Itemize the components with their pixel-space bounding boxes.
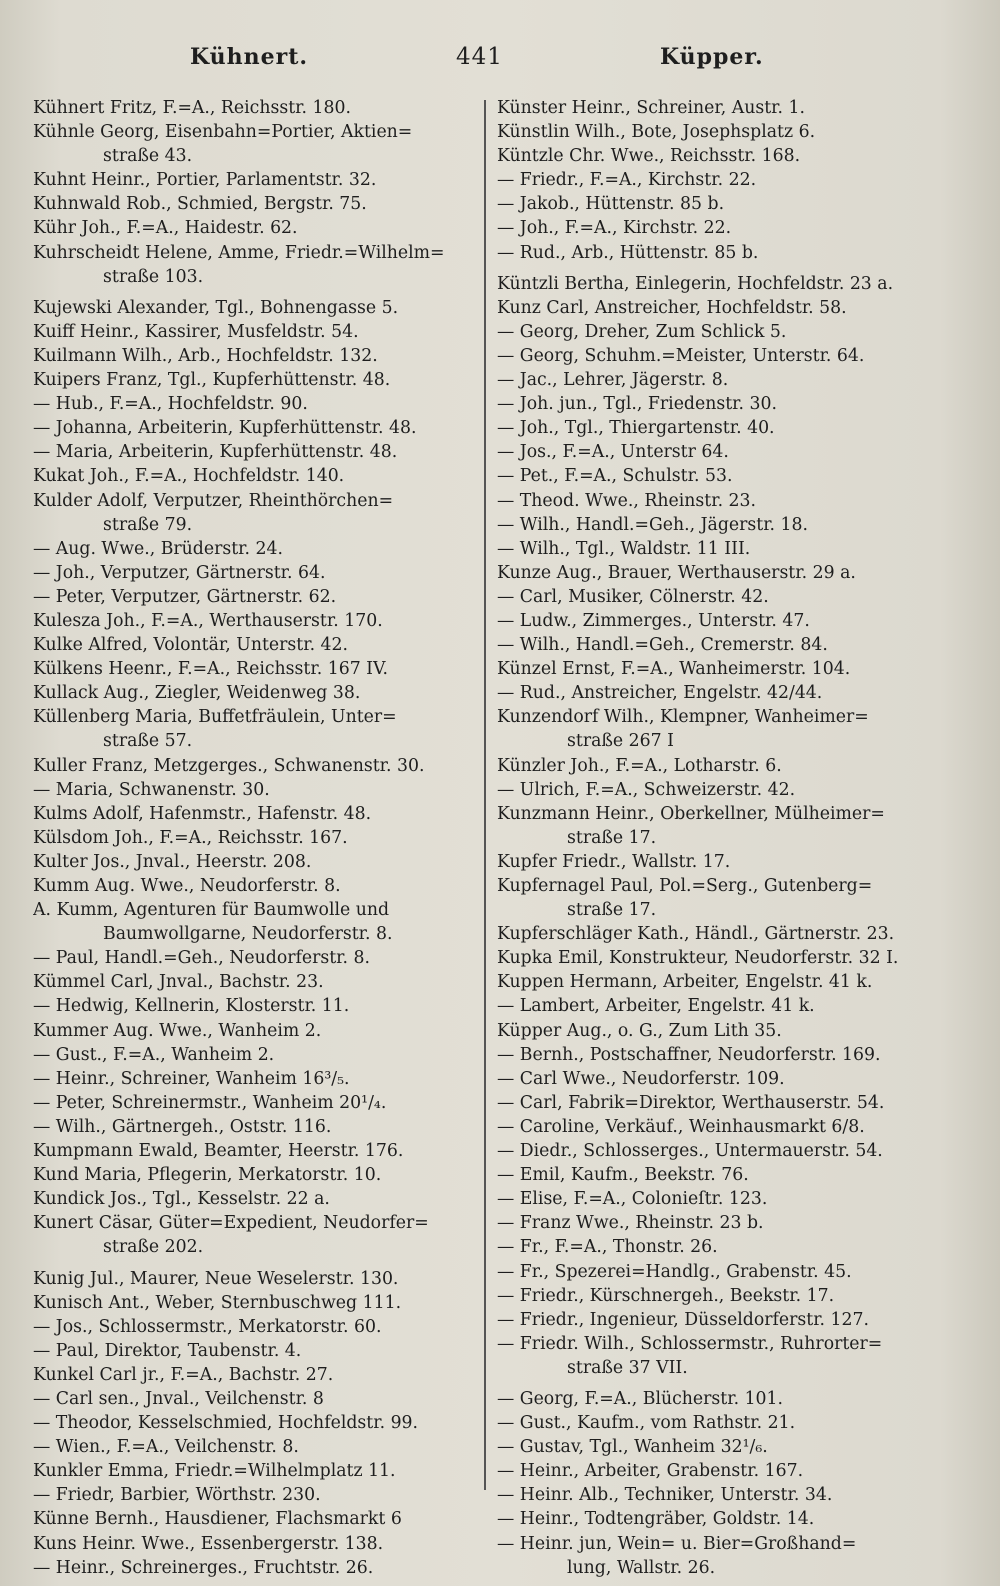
entry-text: — Heinr., Arbeiter, Grabenstr. 167. — [497, 1461, 804, 1482]
entry-text: — Heinr., Schreinerges., Fruchtstr. 26. — [33, 1557, 374, 1578]
entry-text: Kuller Franz, Metzgerges., Schwanenstr. 30. — [33, 755, 425, 776]
directory-entry — [33, 754, 478, 778]
entry-text: Kümmel Carl, Jnval., Bachstr. 23. — [33, 972, 324, 993]
entry-text: Külkens Heenr., F.=A., Reichsstr. 167 IV. — [33, 659, 388, 680]
directory-entry — [33, 657, 478, 681]
entry-text: — Georg, F.=A., Blücherstr. 101. — [497, 1388, 784, 1409]
entry-text: — Heinr. jun, Wein= u. Bier=Großhand= — [497, 1533, 857, 1554]
entry-text: — Wilh., Handl.=Geh., Jägerstr. 18. — [497, 514, 809, 535]
entry-text: Künzel Ernst, F.=A., Wanheimerstr. 104. — [497, 659, 851, 680]
directory-entry — [497, 874, 972, 922]
entry-text: Kupfernagel Paul, Pol.=Serg., Gutenberg= — [497, 876, 873, 896]
entry-text: Kumm Aug. Wwe., Neudorferstr. 8. — [33, 876, 341, 896]
directory-entry — [33, 1387, 478, 1411]
directory-entry — [497, 392, 972, 416]
entry-continuation: straße 103. — [103, 266, 204, 287]
directory-entry — [497, 272, 972, 296]
directory-entry — [33, 1115, 478, 1139]
directory-entry — [497, 994, 972, 1018]
directory-entry — [497, 513, 972, 537]
entry-text: — Rud., Anstreicher, Engelstr. 42/44. — [497, 683, 823, 704]
left-column — [33, 96, 478, 1580]
entry-text: — Friedr., Ingenieur, Düsseldorferstr. 127. — [497, 1309, 870, 1330]
entry-text: Kuhrscheidt Helene, Amme, Friedr.=Wilhelm= — [33, 242, 445, 263]
entry-text: — Friedr., Kürschnergeh., Beekstr. 17. — [497, 1285, 835, 1306]
entry-text: — Franz Wwe., Rheinstr. 23 b. — [497, 1213, 764, 1234]
header-left-title: Kühnert. — [190, 44, 309, 70]
entry-text: Kulms Adolf, Hafenmstr., Hafenstr. 48. — [33, 803, 372, 824]
directory-entry — [33, 464, 478, 488]
entry-text: Kunkler Emma, Friedr.=Wilhelmplatz 11. — [33, 1461, 396, 1482]
directory-entry — [33, 970, 478, 994]
entry-text: Kuipers Franz, Tgl., Kupferhüttenstr. 48. — [33, 370, 391, 391]
directory-entry — [497, 192, 972, 216]
directory-entry — [497, 1187, 972, 1211]
directory-entry — [33, 1411, 478, 1435]
entry-text: — Friedr, Barbier, Wörthstr. 230. — [33, 1485, 321, 1506]
directory-entry — [33, 585, 478, 609]
entry-continuation: straße 43. — [103, 146, 193, 167]
directory-entry — [497, 609, 972, 633]
entry-text: — Aug. Wwe., Brüderstr. 24. — [33, 538, 283, 559]
directory-entry — [33, 1459, 478, 1483]
directory-entry — [33, 1315, 478, 1339]
directory-entry — [497, 1163, 972, 1187]
directory-entry — [33, 1363, 478, 1387]
entry-text: — Paul, Handl.=Geh., Neudorferstr. 8. — [33, 948, 371, 969]
directory-entry — [33, 1163, 478, 1187]
directory-entry — [497, 216, 972, 240]
entry-text: — Jos., Schlossermstr., Merkatorstr. 60. — [33, 1316, 382, 1337]
entry-text: Kunkel Carl jr., F.=A., Bachstr. 27. — [33, 1364, 334, 1385]
entry-text: — Ludw., Zimmerges., Unterstr. 47. — [497, 610, 810, 631]
entry-text: — Maria, Schwanenstr. 30. — [33, 779, 270, 800]
directory-entry — [497, 1483, 972, 1507]
directory-entry — [497, 1043, 972, 1067]
entry-continuation: straße 17. — [567, 900, 657, 921]
directory-entry — [33, 1211, 478, 1259]
directory-entry — [33, 96, 478, 120]
entry-text: Kupferschläger Kath., Händl., Gärtnerstr. 23. — [497, 924, 895, 945]
directory-entry — [33, 946, 478, 970]
entry-text: Künstlin Wilh., Bote, Josephsplatz 6. — [497, 122, 816, 143]
directory-entry — [33, 874, 478, 898]
directory-entry — [33, 561, 478, 585]
entry-text: Kund Maria, Pflegerin, Merkatorstr. 10. — [33, 1165, 382, 1186]
entry-text: — Peter, Schreinermstr., Wanheim 20¹/₄. — [33, 1092, 387, 1113]
entry-text: — Heinr., Todtengräber, Goldstr. 14. — [497, 1509, 815, 1530]
entry-text: — Heinr. Alb., Techniker, Unterstr. 34. — [497, 1485, 833, 1506]
entry-text: Kumpmann Ewald, Beamter, Heerstr. 176. — [33, 1141, 404, 1162]
directory-entry — [33, 802, 478, 826]
directory-entry — [497, 320, 972, 344]
directory-entry — [33, 1187, 478, 1211]
entry-text: — Friedr. Wilh., Schlossermstr., Ruhrorter= — [497, 1333, 883, 1354]
directory-entry — [497, 344, 972, 368]
entry-text: — Jos., F.=A., Unterstr 64. — [497, 442, 729, 463]
entry-text: — Gustav, Tgl., Wanheim 32¹/₆. — [497, 1437, 768, 1458]
entry-text: Kuilmann Wilh., Arb., Hochfeldstr. 132. — [33, 345, 378, 366]
entry-text: — Emil, Kaufm., Beekstr. 76. — [497, 1165, 749, 1186]
entry-text: — Ulrich, F.=A., Schweizerstr. 42. — [497, 779, 796, 800]
directory-entry — [33, 416, 478, 440]
entry-text: Küpper Aug., o. G., Zum Lith 35. — [497, 1020, 782, 1041]
directory-entry — [33, 1556, 478, 1580]
directory-entry — [497, 416, 972, 440]
right-column — [497, 96, 972, 1580]
entry-text: Küllenberg Maria, Buffetfräulein, Unter= — [33, 707, 397, 728]
directory-entry — [497, 1332, 972, 1380]
entry-text: — Caroline, Verkäuf., Weinhausmarkt 6/8. — [497, 1116, 865, 1137]
entry-continuation: lung, Wallstr. 26. — [567, 1557, 716, 1578]
entry-text: Kulesza Joh., F.=A., Werthauserstr. 170. — [33, 610, 383, 631]
directory-entry — [33, 168, 478, 192]
directory-entry — [33, 1139, 478, 1163]
directory-entry — [33, 489, 478, 537]
page-header — [40, 44, 960, 84]
directory-entry — [497, 440, 972, 464]
directory-entry — [497, 561, 972, 585]
directory-entry — [497, 1019, 972, 1043]
directory-entry — [497, 96, 972, 120]
directory-entry — [33, 216, 478, 240]
directory-entry — [33, 440, 478, 464]
entry-text: — Heinr., Schreiner, Wanheim 16³/₅. — [33, 1068, 350, 1089]
entry-text: — Diedr., Schlosserges., Untermauerstr. 54. — [497, 1141, 883, 1162]
directory-entry — [33, 368, 478, 392]
entry-continuation: straße 202. — [103, 1237, 204, 1258]
directory-entry — [497, 681, 972, 705]
directory-entry — [33, 1043, 478, 1067]
entry-text: Kuns Heinr. Wwe., Essenbergerstr. 138. — [33, 1533, 384, 1554]
directory-entry — [33, 1291, 478, 1315]
directory-entry — [497, 754, 972, 778]
directory-entry — [497, 970, 972, 994]
entry-text: — Carl sen., Jnval., Veilchenstr. 8 — [33, 1388, 324, 1409]
directory-entry — [497, 120, 972, 144]
directory-entry — [497, 1459, 972, 1483]
entry-continuation: Baumwollgarne, Neudorferstr. 8. — [103, 924, 393, 945]
entry-text: — Friedr., F.=A., Kirchstr. 22. — [497, 170, 757, 191]
entry-text: — Gust., F.=A., Wanheim 2. — [33, 1044, 275, 1065]
directory-entry — [497, 705, 972, 753]
directory-entry — [497, 1235, 972, 1259]
directory-entry — [33, 826, 478, 850]
entry-text: Kunzendorf Wilh., Klempner, Wanheimer= — [497, 707, 869, 728]
directory-entry — [497, 1211, 972, 1235]
entry-text: Kundick Jos., Tgl., Kesselstr. 22 a. — [33, 1189, 330, 1210]
entry-gap — [33, 1260, 478, 1267]
entry-text: — Fr., Spezerei=Handlg., Grabenstr. 45. — [497, 1261, 852, 1282]
entry-text: Künster Heinr., Schreiner, Austr. 1. — [497, 98, 806, 118]
entry-text: Külsdom Joh., F.=A., Reichsstr. 167. — [33, 827, 348, 848]
entry-text: — Elise, F.=A., Colonieſtr. 123. — [497, 1189, 768, 1210]
directory-entry — [33, 192, 478, 216]
entry-text: Kunze Aug., Brauer, Werthauserstr. 29 a. — [497, 562, 856, 583]
entry-text: — Maria, Arbeiterin, Kupferhüttenstr. 48. — [33, 442, 398, 463]
entry-text: Kühnle Georg, Eisenbahn=Portier, Aktien= — [33, 122, 413, 143]
entry-continuation: straße 79. — [103, 514, 193, 535]
directory-entry — [497, 464, 972, 488]
directory-entry — [33, 633, 478, 657]
entry-text: Kuhnwald Rob., Schmied, Bergstr. 75. — [33, 194, 367, 215]
header-right-title: Küpper. — [660, 44, 764, 70]
entry-text: Kuhnt Heinr., Portier, Parlamentstr. 32. — [33, 170, 377, 191]
directory-entry — [497, 168, 972, 192]
entry-text: — Lambert, Arbeiter, Engelstr. 41 k. — [497, 996, 815, 1017]
entry-text: Kunert Cäsar, Güter=Expedient, Neudorfer= — [33, 1213, 429, 1234]
directory-entry — [497, 1284, 972, 1308]
directory-entry — [33, 344, 478, 368]
entry-text: Küntzle Chr. Wwe., Reichsstr. 168. — [497, 146, 801, 167]
entry-text: Kunz Carl, Anstreicher, Hochfeldstr. 58. — [497, 297, 847, 318]
directory-entry — [497, 368, 972, 392]
entry-text: — Joh. jun., Tgl., Friedenstr. 30. — [497, 394, 777, 415]
entry-text: Kupka Emil, Konstrukteur, Neudorferstr. 32 I. — [497, 948, 899, 969]
directory-entry — [497, 802, 972, 850]
entry-text: Kulder Adolf, Verputzer, Rheinthörchen= — [33, 490, 394, 511]
entry-text: Kummer Aug. Wwe., Wanheim 2. — [33, 1020, 322, 1041]
directory-entry — [33, 1267, 478, 1291]
entry-text: Kunig Jul., Maurer, Neue Weselerstr. 130. — [33, 1268, 399, 1289]
entry-text: Kujewski Alexander, Tgl., Bohnengasse 5. — [33, 297, 399, 318]
entry-text: Kühnert Fritz, F.=A., Reichsstr. 180. — [33, 98, 351, 118]
entry-text: — Georg, Dreher, Zum Schlick 5. — [497, 321, 787, 342]
entry-text: — Paul, Direktor, Taubenstr. 4. — [33, 1340, 302, 1361]
entry-text: — Gust., Kaufm., vom Rathstr. 21. — [497, 1413, 796, 1434]
entry-text: — Wilh., Tgl., Waldstr. 11 III. — [497, 538, 751, 559]
directory-entry — [33, 296, 478, 320]
entry-text: Künne Bernh., Hausdiener, Flachsmarkt 6 — [33, 1509, 402, 1530]
entry-text: — Fr., F.=A., Thonstr. 26. — [497, 1237, 718, 1258]
entry-text: — Wilh., Handl.=Geh., Cremerstr. 84. — [497, 635, 828, 656]
entry-text: A. Kumm, Agenturen für Baumwolle und — [33, 900, 390, 921]
entry-gap — [497, 1380, 972, 1387]
directory-entry — [33, 681, 478, 705]
entry-gap — [33, 289, 478, 296]
entry-text: — Wien., F.=A., Veilchenstr. 8. — [33, 1437, 299, 1458]
entry-text: Kunzmann Heinr., Oberkellner, Mülheimer= — [497, 803, 885, 824]
entry-text: — Hedwig, Kellnerin, Klosterstr. 11. — [33, 996, 350, 1017]
entry-text: Kunisch Ant., Weber, Sternbuschweg 111. — [33, 1292, 402, 1313]
entry-text: Kühr Joh., F.=A., Haidestr. 62. — [33, 218, 298, 239]
entry-text: — Jac., Lehrer, Jägerstr. 8. — [497, 370, 729, 391]
directory-entry — [497, 922, 972, 946]
entry-text: — Hub., F.=A., Hochfeldstr. 90. — [33, 394, 308, 415]
entry-text: Kulke Alfred, Volontär, Unterstr. 42. — [33, 635, 349, 656]
directory-entry — [497, 1532, 972, 1580]
entry-text: — Joh., Verputzer, Gärtnerstr. 64. — [33, 562, 326, 583]
directory-entry — [33, 1067, 478, 1091]
directory-entry — [33, 120, 478, 168]
directory-entry — [497, 1115, 972, 1139]
directory-entry — [497, 1260, 972, 1284]
entry-text: — Joh., Tgl., Thiergartenstr. 40. — [497, 418, 775, 439]
entry-text: — Joh., F.=A., Kirchstr. 22. — [497, 218, 732, 239]
directory-entry — [497, 1067, 972, 1091]
directory-entry — [497, 144, 972, 168]
directory-entry — [497, 1308, 972, 1332]
directory-entry — [33, 1483, 478, 1507]
entry-text: — Jakob., Hüttenstr. 85 b. — [497, 194, 725, 215]
directory-entry — [33, 1435, 478, 1459]
directory-entry — [33, 705, 478, 753]
entry-text: — Georg, Schuhm.=Meister, Unterstr. 64. — [497, 345, 865, 366]
directory-entry — [33, 994, 478, 1018]
directory-entry — [497, 633, 972, 657]
entry-text: Kulter Jos., Jnval., Heerstr. 208. — [33, 851, 312, 872]
directory-entry — [33, 1091, 478, 1115]
page-number: 441 — [456, 44, 503, 70]
directory-entry — [497, 1411, 972, 1435]
entry-text: — Theod. Wwe., Rheinstr. 23. — [497, 490, 757, 511]
directory-entry — [33, 1507, 478, 1531]
entry-text: — Rud., Arb., Hüttenstr. 85 b. — [497, 242, 759, 263]
entry-text: — Carl Wwe., Neudorferstr. 109. — [497, 1068, 785, 1089]
directory-entry — [497, 946, 972, 970]
entry-text: — Peter, Verputzer, Gärtnerstr. 62. — [33, 586, 337, 607]
entry-text: Kukat Joh., F.=A., Hochfeldstr. 140. — [33, 466, 345, 487]
entry-text: Küntzli Bertha, Einlegerin, Hochfeldstr. 23 a. — [497, 273, 894, 294]
entry-text: Kuppen Hermann, Arbeiter, Engelstr. 41 k. — [497, 972, 873, 993]
directory-entry — [497, 585, 972, 609]
directory-entry — [33, 609, 478, 633]
directory-entry — [33, 1339, 478, 1363]
entry-continuation: straße 267 I — [567, 731, 674, 752]
directory-entry — [497, 489, 972, 513]
directory-entry — [33, 1019, 478, 1043]
directory-entry — [497, 850, 972, 874]
entry-text: — Carl, Musiker, Cölnerstr. 42. — [497, 586, 769, 607]
directory-entry — [33, 898, 478, 946]
directory-entry — [497, 296, 972, 320]
directory-entry — [497, 1139, 972, 1163]
directory-entry — [497, 778, 972, 802]
entry-text: Kupfer Friedr., Wallstr. 17. — [497, 851, 731, 872]
entry-gap — [497, 265, 972, 272]
directory-entry — [33, 537, 478, 561]
entry-text: — Carl, Fabrik=Direktor, Werthauserstr. 54. — [497, 1092, 885, 1113]
directory-entry — [497, 537, 972, 561]
directory-entry — [33, 392, 478, 416]
entry-text: — Bernh., Postschaffner, Neudorferstr. 169. — [497, 1044, 881, 1065]
directory-entry — [33, 1532, 478, 1556]
directory-entry — [33, 850, 478, 874]
directory-entry — [33, 320, 478, 344]
entry-text: — Wilh., Gärtnergeh., Oststr. 116. — [33, 1116, 332, 1137]
entry-text: Kuiff Heinr., Kassirer, Musfeldstr. 54. — [33, 321, 359, 342]
directory-entry — [497, 241, 972, 265]
entry-continuation: straße 37 VII. — [567, 1357, 688, 1378]
entry-text: — Theodor, Kesselschmied, Hochfeldstr. 99. — [33, 1413, 419, 1434]
entry-continuation: straße 57. — [103, 731, 193, 752]
entry-text: Künzler Joh., F.=A., Lotharstr. 6. — [497, 755, 782, 776]
column-divider — [484, 100, 486, 1490]
entry-text: — Johanna, Arbeiterin, Kupferhüttenstr. 48. — [33, 418, 417, 439]
directory-entry — [33, 241, 478, 289]
directory-entry — [497, 657, 972, 681]
directory-entry — [497, 1387, 972, 1411]
directory-entry — [497, 1091, 972, 1115]
directory-entry — [497, 1507, 972, 1531]
entry-continuation: straße 17. — [567, 827, 657, 848]
entry-text: — Pet., F.=A., Schulstr. 53. — [497, 466, 733, 487]
entry-text: Kullack Aug., Ziegler, Weidenweg 38. — [33, 683, 361, 704]
directory-entry — [497, 1435, 972, 1459]
directory-entry — [33, 778, 478, 802]
